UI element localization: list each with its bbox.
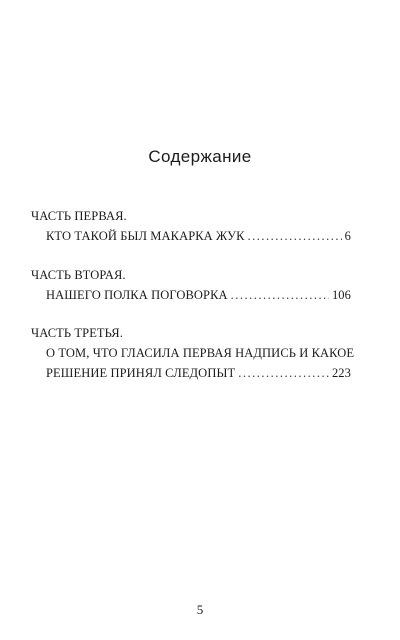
entry-title: О ТОМ, ЧТО ГЛАСИЛА ПЕРВАЯ НАДПИСЬ И КАКОЕ xyxy=(46,346,355,360)
toc-part-2 xyxy=(31,265,351,305)
page-number: 223 xyxy=(331,366,351,380)
page-number: 106 xyxy=(331,288,351,302)
entry-title: КТО ТАКОЙ БЫЛ МАКАРКА ЖУК xyxy=(46,229,245,243)
toc-entry-line-1 xyxy=(31,343,355,363)
dot-leader xyxy=(248,226,342,246)
dot-leader xyxy=(231,285,329,305)
entry-title-continued: РЕШЕНИЕ ПРИНЯЛ СЛЕДОПЫТ xyxy=(46,366,236,380)
toc-entry-line-2 xyxy=(31,363,351,383)
part-heading: ЧАСТЬ ТРЕТЬЯ. xyxy=(31,326,123,340)
toc-entry xyxy=(31,285,351,305)
page-number: 6 xyxy=(344,229,351,243)
page-title: Содержание xyxy=(148,147,252,166)
dot-leader xyxy=(238,363,329,383)
entry-title: НАШЕГО ПОЛКА ПОГОВОРКА xyxy=(46,288,228,302)
part-heading: ЧАСТЬ ВТОРАЯ. xyxy=(31,268,126,282)
toc-part-1 xyxy=(31,206,351,246)
toc-part-3 xyxy=(31,323,355,383)
part-heading: ЧАСТЬ ПЕРВАЯ. xyxy=(31,209,127,223)
folio-page-number: 5 xyxy=(196,602,204,617)
toc-entry xyxy=(31,226,351,246)
